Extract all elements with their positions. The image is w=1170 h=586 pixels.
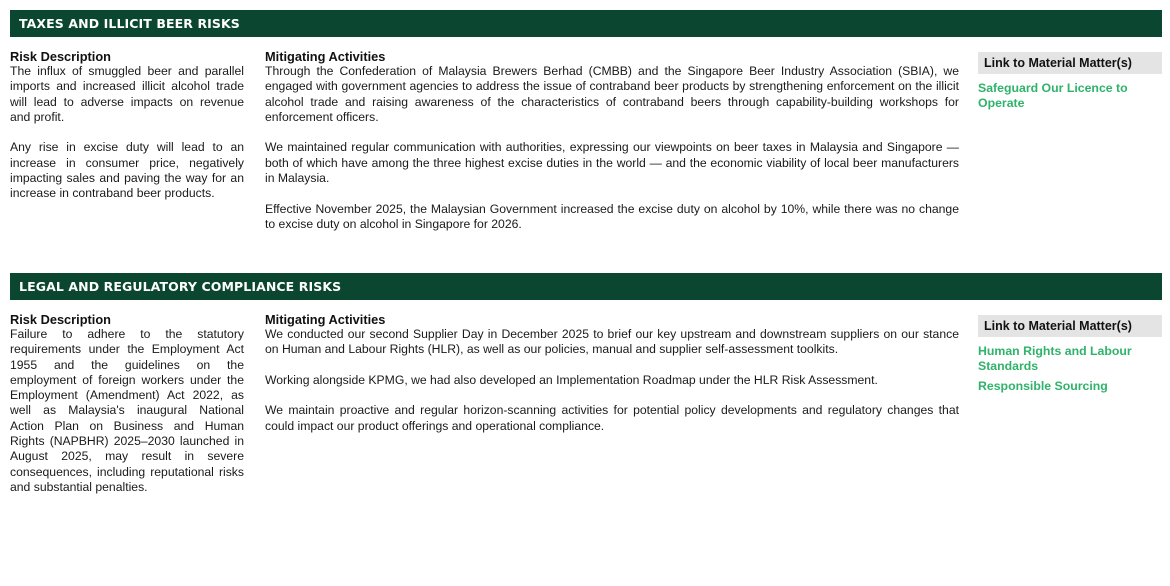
material-matter-link[interactable]: Human Rights and Labour Standards	[978, 344, 1132, 373]
material-matters-column	[978, 312, 1162, 399]
risk-paragraph: The influx of smuggled beer and parallel imports and increased illicit alcohol trade will lead to adverse impacts on revenue and profit.	[10, 64, 244, 124]
risk-description-heading: Risk Description	[10, 312, 111, 327]
section-banner: TAXES AND ILLICIT BEER RISKS	[10, 10, 1162, 37]
material-matters-column	[978, 49, 1162, 116]
risk-description-column	[10, 312, 244, 511]
mitigating-activities-column	[265, 49, 959, 248]
risk-paragraph: Any rise in excise duty will lead to an increase in consumer price, negatively impacting sales and paving the way for an increase in contraband beer products.	[10, 140, 244, 201]
risk-description-heading: Risk Description	[10, 49, 111, 64]
material-matters-heading: Link to Material Matter(s)	[978, 315, 1162, 337]
material-matter-link[interactable]: Safeguard Our Licence to Operate	[978, 81, 1128, 110]
mitigating-activities-column	[265, 312, 959, 449]
risk-paragraph: Failure to adhere to the statutory requirements under the Employment Act 1955 and the guidelines on the employment of foreign workers under the Employment (Amendment) Act 2022, as well as Malaysia's inaugural National Action Plan on Business and Human Rights (NAPBHR) 2025–2030 launched in August 2025, may result in severe consequences, including reputational risks and substantial penalties.	[10, 327, 244, 494]
material-matters-heading: Link to Material Matter(s)	[978, 52, 1162, 74]
risk-description-column	[10, 49, 244, 217]
mitigating-paragraph: We maintain proactive and regular horizon-scanning activities for potential policy developments and regulatory changes that could impact our product offerings and operational compliance.	[265, 403, 959, 433]
section-banner: LEGAL AND REGULATORY COMPLIANCE RISKS	[10, 273, 1162, 300]
risk-section-legal	[10, 273, 1162, 494]
material-matter-link[interactable]: Responsible Sourcing	[978, 379, 1108, 393]
risk-section-taxes	[10, 10, 1162, 231]
mitigating-paragraph: We conducted our second Supplier Day in December 2025 to brief our key upstream and downstream suppliers on our stance on Human and Labour Rights (HLR), as well as our policies, manual and supplier self-assessment toolkits.	[265, 327, 959, 357]
mitigating-paragraph: Working alongside KPMG, we had also developed an Implementation Roadmap under the HLR Risk Assessment.	[265, 372, 878, 387]
mitigating-paragraph: Through the Confederation of Malaysia Brewers Berhad (CMBB) and the Singapore Beer Industry Association (SBIA), we engaged with government agencies to address the issue of contraband beer products by strengthening enforcement on the illicit alcohol trade and raising awareness of the characteristics of contraband beers through capability-building workshops for enforcement officers.	[265, 64, 959, 124]
mitigating-activities-heading: Mitigating Activities	[265, 49, 386, 64]
mitigating-activities-heading: Mitigating Activities	[265, 312, 386, 327]
mitigating-paragraph: We maintained regular communication with authorities, expressing our viewpoints on beer taxes in Malaysia and Singapore — both of which have among the three highest excise duties in the world — and the economic viability of local beer manufacturers in Malaysia.	[265, 140, 959, 186]
mitigating-paragraph: Effective November 2025, the Malaysian Government increased the excise duty on alcohol by 10%, while there was no change to excise duty on alcohol in Singapore for 2026.	[265, 201, 959, 231]
